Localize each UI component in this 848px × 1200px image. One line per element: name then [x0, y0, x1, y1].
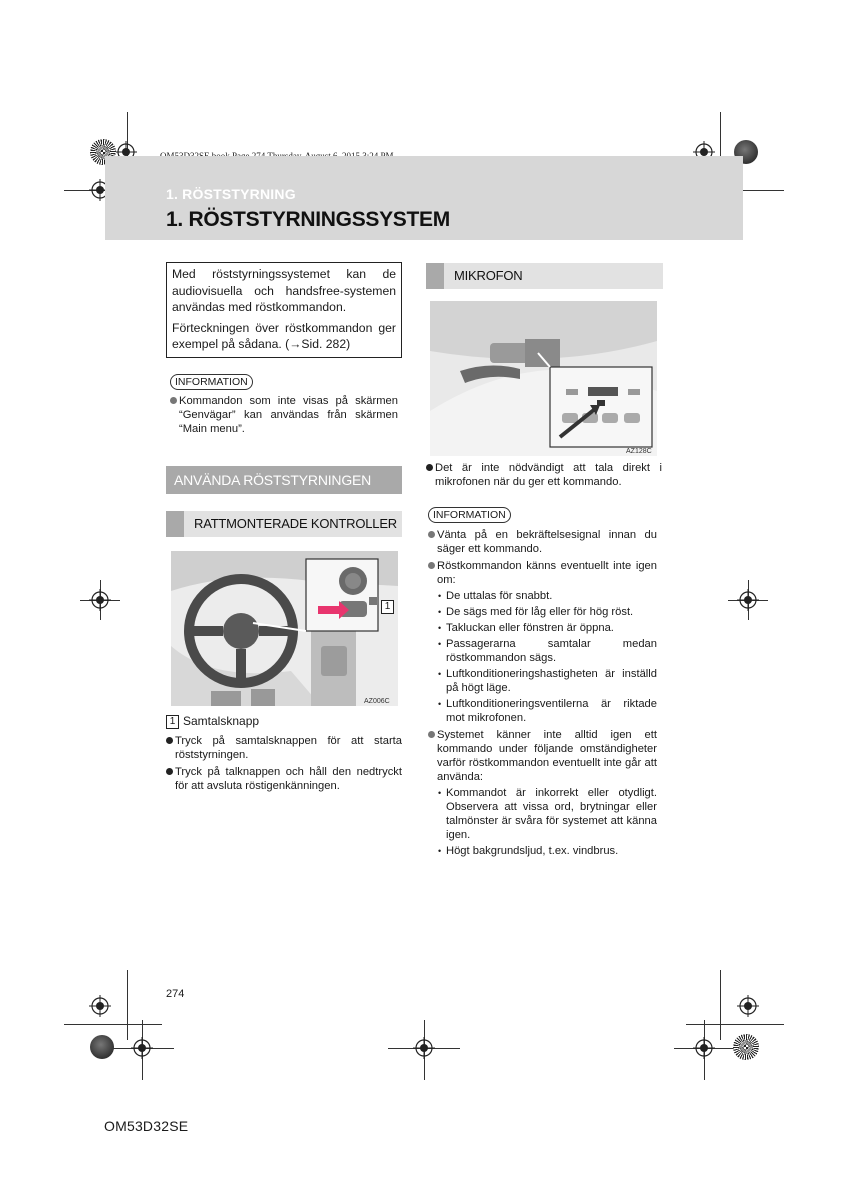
registration-mark-icon: [737, 589, 759, 611]
image-code: AZ128C: [626, 448, 652, 455]
registration-mark-icon: [737, 995, 759, 1017]
list-item: [428, 728, 657, 858]
sub-list-item: • Högt bakgrundsljud, t.ex. vindbrus.: [437, 844, 657, 858]
registration-mark-icon: [89, 589, 111, 611]
sub-list-item: • Kommandot är inkorrekt eller otydligt. Observera att vissa ord, brytningar eller talmönster är svåra för systemet att känna igen.: [437, 786, 657, 842]
list-item-text: Systemet känner inte alltid igen ett kommando under följande omständigheter varför röstkommandon eventuellt inte går att använda:: [437, 729, 657, 783]
subsection-heading: [426, 263, 663, 289]
registration-mark-icon: [131, 1037, 153, 1059]
list-item: Kommandon som inte visas på skärmen “Genvägar” kan användas från skärmen “Main menu”.: [170, 394, 398, 436]
subsection-tab: [166, 511, 184, 537]
footer-code: OM53D32SE: [104, 1118, 189, 1134]
section-heading: ANVÄNDA RÖSTSTYRNINGEN: [166, 466, 402, 494]
list-item: Tryck på talknappen och håll den nedtryckt för att avsluta röstigenkänningen.: [166, 765, 402, 793]
intro-paragraph: Förteckningen över röstkommandon ger exempel på sådana. (→Sid. 282): [172, 320, 396, 351]
image-code: AZ006C: [364, 698, 390, 705]
starburst-mark-icon: [733, 1034, 759, 1060]
sub-list-item: • Luftkonditioneringsventilerna är riktade mot mikrofonen.: [437, 697, 657, 725]
list-item: [428, 559, 657, 725]
page-number: 274: [166, 988, 185, 1000]
steering-wheel-illustration: [171, 551, 398, 706]
list-item: Tryck på samtalsknappen för att starta röststyrningen.: [166, 734, 402, 762]
subsection-label: RATTMONTERADE KONTROLLER: [194, 516, 397, 531]
page-title: 1. RÖSTSTYRNINGSSYSTEM: [166, 208, 450, 231]
callout-label: Samtalsknapp: [183, 714, 260, 728]
sub-list: [437, 786, 657, 858]
subsection-heading: [166, 511, 402, 537]
sub-list-item: • Takluckan eller fönstren är öppna.: [437, 621, 657, 635]
microphone-image: [430, 301, 657, 456]
information-label: INFORMATION: [170, 374, 253, 390]
list-item: Vänta på en bekräftelsesignal innan du säger ett kommando.: [428, 528, 657, 556]
subsection-label: MIKROFON: [454, 268, 523, 283]
list-item: Det är inte nödvändigt att tala direkt i mikrofonen när du ger ett kommando.: [426, 461, 662, 489]
information-label: INFORMATION: [428, 507, 511, 523]
chapter-label: 1. RÖSTSTYRNING: [166, 186, 296, 202]
steering-bullets: [166, 734, 402, 796]
sub-list: [437, 589, 657, 725]
list-item-text: Röstkommandon känns eventuellt inte igen om:: [437, 560, 657, 586]
callout-number: 1: [166, 715, 179, 729]
sub-list-item: • Luftkonditioneringshastigheten är inställd på högt läge.: [437, 667, 657, 695]
sub-list-item: • De sägs med för låg eller för hög röst.: [437, 605, 657, 619]
sub-list-item: • Passagerarna samtalar medan röstkommandon sägs.: [437, 637, 657, 665]
color-dot-mark-icon: [90, 1035, 114, 1059]
registration-mark-icon: [693, 1037, 715, 1059]
information-list: [170, 394, 398, 439]
registration-mark-icon: [413, 1037, 435, 1059]
subsection-tab: [426, 263, 444, 289]
microphone-bullets: [426, 461, 662, 492]
image-callout-number: 1: [381, 600, 394, 614]
steering-wheel-image: [171, 551, 398, 706]
information-list: [428, 528, 657, 861]
sub-list-item: • De uttalas för snabbt.: [437, 589, 657, 603]
microphone-illustration: [430, 301, 657, 456]
intro-box: [166, 262, 402, 358]
registration-mark-icon: [89, 995, 111, 1017]
intro-paragraph: Med röststyrningssystemet kan de audiovisuella och handsfree-systemen användas med röstkommandon.: [172, 267, 396, 314]
callout-caption: [166, 714, 259, 729]
